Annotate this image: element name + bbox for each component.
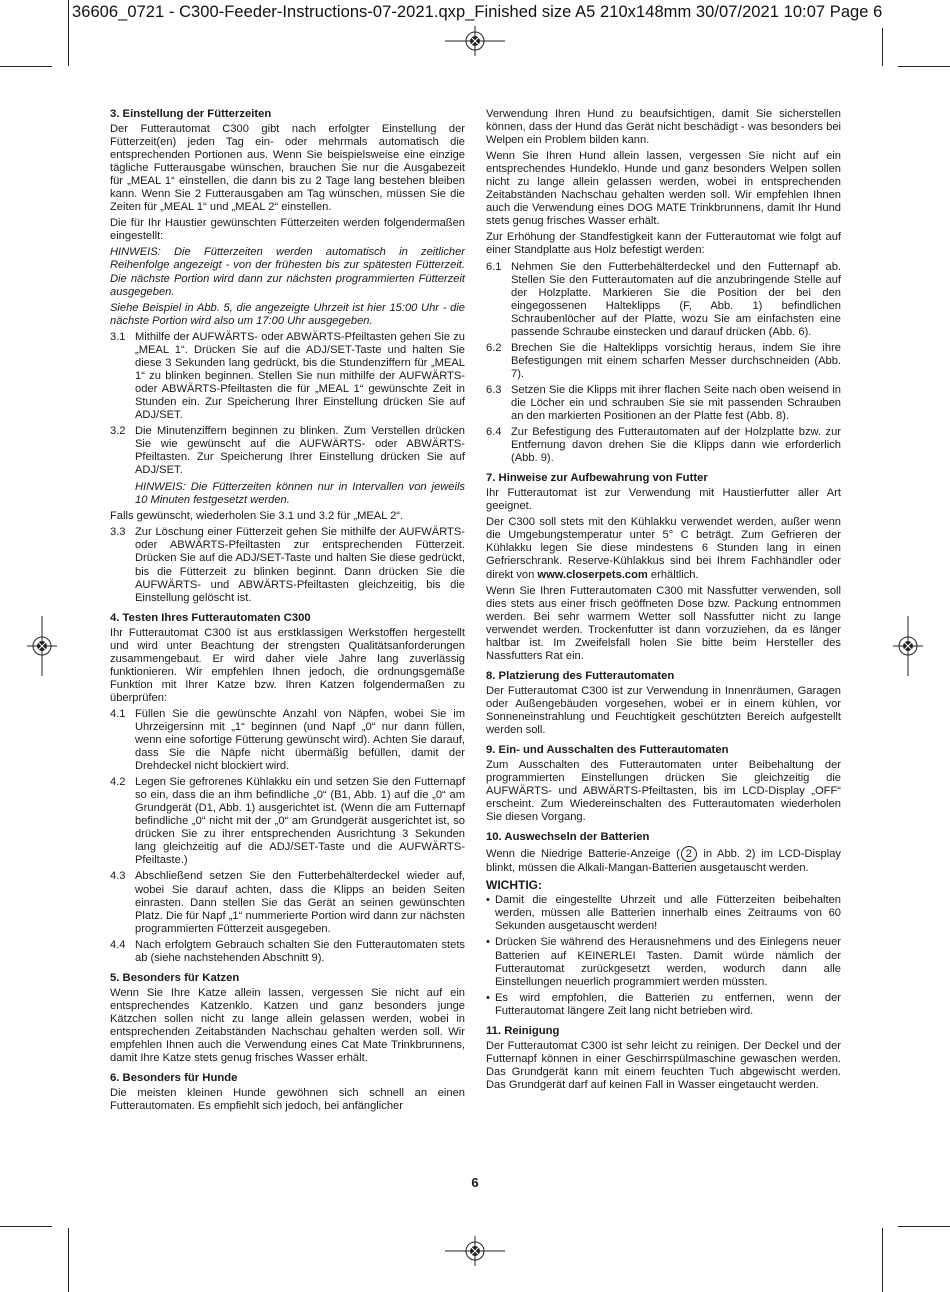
right-column bbox=[486, 108, 841, 1095]
section-10-heading: 10. Auswechseln der Batterien bbox=[486, 831, 650, 844]
section-7-text: Der C300 soll stets mit den Kühlakku verwendet werden, außer wenn die Umgebungstemperatur unter 5° C beträgt. Zum Gefrieren der Kühlakku legen Sie diese mindestens 6 Stunden lang in einen Gefrierschrank. Reserve-Kühlakkus sind bei Ihrem Fachhändler oder direkt von bbox=[486, 516, 841, 581]
left-column bbox=[110, 108, 465, 1116]
section-6-heading: 6. Besonders für Hunde bbox=[110, 1072, 238, 1085]
section-6-paragraph: Wenn Sie Ihren Hund allein lassen, vergessen Sie nicht auf ein entsprechendes Hundeklo. Hunde und ganz besonders Welpen sollen nicht zu lange allein gelassen werden, wobei in entsprechenden Zeitabständen Nachschau gehalten werden soll. Wir empfehlen Ihnen auch die Verwendung eines DOG MATE Trinkbrunnens, damit Ihr Hund stets genug frisches Wasser erhält. bbox=[486, 150, 841, 228]
step-3-3 bbox=[110, 526, 465, 604]
crop-mark-bottom-right-horizontal bbox=[898, 1226, 950, 1227]
step-note: HINWEIS: Die Fütterzeiten können nur in Intervallen von jeweils 10 Minuten festgesetzt werden. bbox=[135, 481, 465, 507]
step-number: 6.3 bbox=[486, 383, 502, 396]
important-label: WICHTIG: bbox=[486, 878, 542, 893]
step-number: 3.1 bbox=[110, 330, 126, 343]
registration-mark-left-icon bbox=[27, 616, 57, 676]
section-6-paragraph: Die meisten kleinen Hunde gewöhnen sich schnell an einen Futterautomaten. Es empfiehlt sich jedoch, bei anfänglicher bbox=[110, 1087, 465, 1113]
print-slug-line: 36606_0721 - C300-Feeder-Instructions-07-2021.qxp_Finished size A5 210x148mm 30/07/2021 10:07 Page 6 bbox=[72, 3, 883, 21]
section-9-heading: 9. Ein- und Ausschalten des Futterautomaten bbox=[486, 744, 729, 757]
step-text: Nach erfolgtem Gebrauch schalten Sie den Futterautomaten stets ab (siehe nachstehenden Abschnitt 9). bbox=[135, 938, 465, 964]
bullet-icon: • bbox=[486, 936, 490, 949]
step-number: 4.1 bbox=[110, 707, 126, 720]
registration-mark-top-icon bbox=[445, 26, 505, 56]
section-7-paragraph: Wenn Sie Ihren Futterautomaten C300 mit Nassfutter verwenden, soll dies stets aus einer frisch geöffneten Dose bzw. Packung entnommen werden. Bei sehr warmem Wetter soll Nassfutter nicht zu lange verwendet werden. Trockenfutter ist dann vorzuziehen, da es länger haltbar ist. Im Zweifelsfall holen Sie bitte beim Hersteller des Nassfutters Rat ein. bbox=[486, 584, 841, 662]
section-3-repeat-note: Falls gewünscht, wiederholen Sie 3.1 und 3.2 für „MEAL 2“. bbox=[110, 510, 404, 523]
step-4-4 bbox=[110, 939, 465, 965]
section-11-paragraph: Der Futterautomat C300 ist sehr leicht zu reinigen. Der Deckel und der Futternapf können in einer Geschirrspülmaschine gewaschen werden. Das Grundgerät kann mit einem feuchten Tuch abgewischt werden. Das Grundgerät darf auf keinen Fall in Wasser eingetaucht werden. bbox=[486, 1039, 841, 1091]
section-7-paragraph: Ihr Futterautomat ist zur Verwendung mit Haustierfutter aller Art geeignet. bbox=[486, 487, 841, 513]
crop-mark-top-right-horizontal bbox=[898, 66, 950, 67]
section-3-note: HINWEIS: Die Fütterzeiten werden automatisch in zeitlicher Reihenfolge angezeigt - von der frühesten bis zur spätesten Fütterzeit. Die nächste Portion wird dann zur nächsten programmierten Fütterzeit ausgegeben. bbox=[110, 246, 465, 298]
section-8-paragraph: Der Futterautomat C300 ist zur Verwendung in Innenräumen, Garagen oder Außengebäuden vorgesehen, wobei er in einem kühlen, vor Sonneneinstrahlung und Feuchtigkeit geschützten Bereich aufgestellt werden soll. bbox=[486, 684, 841, 736]
step-3-2 bbox=[110, 425, 465, 507]
bullet-text: Drücken Sie während des Herausnehmens und des Einlegens neuer Batterien auf KEINERLEI Tasten. Damit würde nämlich der Futterautomat zurückgesetzt werden, wodurch dann alle Einstellungen neuerlich programmiert werden müssten. bbox=[495, 936, 841, 988]
crop-mark-bottom-left-horizontal bbox=[0, 1226, 52, 1227]
crop-mark-top-right-vertical bbox=[882, 28, 883, 66]
section-10-text: in Abb. 2) im LCD-Display blinkt, müssen die Alkali-Mangan-Batterien ausgetauscht werden. bbox=[486, 848, 841, 875]
bullet-icon: • bbox=[486, 894, 490, 907]
step-6-2 bbox=[486, 342, 841, 381]
bullet-text: Damit die eingestellte Uhrzeit und alle Fütterzeiten beibehalten werden, müssen alle Batterien innerhalb eines Zeitraums von 60 Sekunden ausgetauscht werden! bbox=[495, 894, 841, 933]
step-6-1 bbox=[486, 261, 841, 339]
step-6-4 bbox=[486, 426, 841, 465]
section-6-paragraph-continued: Verwendung Ihren Hund zu beaufsichtigen, damit Sie sicherstellen können, dass der Hund das Gerät nicht beschädigt - was besonders bei Welpen ein Problem bilden kann. bbox=[486, 108, 841, 147]
step-4-1 bbox=[110, 708, 465, 773]
crop-mark-top-left-vertical bbox=[68, 0, 69, 66]
section-6-paragraph: Zur Erhöhung der Standfestigkeit kann der Futterautomat wie folgt auf einer Standplatte aus Holz befestigt werden: bbox=[486, 231, 841, 257]
section-10-text: Wenn die Niedrige Batterie-Anzeige ( bbox=[486, 848, 680, 861]
section-4-paragraph: Ihr Futterautomat C300 ist aus erstklassigen Werkstoffen hergestellt und wird unter Beachtung der strengsten Qualitätsanforderungen zusammengebaut. Er wird daher viele Jahre lang zuverlässig funktionieren. Wir empfehlen Ihnen jedoch, die ordnungsgemäße Funktion mit Ihrer Katze bzw. Ihren Katzen folgendermaßen zu überprüfen: bbox=[110, 626, 465, 704]
step-number: 4.2 bbox=[110, 776, 126, 789]
step-text: Legen Sie gefrorenes Kühlakku ein und setzen Sie den Futternapf so ein, dass die an ihm befindliche „0“ (B1, Abb. 1) auf die „0“ am Grundgerät (D1, Abb. 1) ausgerichtet ist. (Wenn die am Futternapf befindliche „0“ nicht mit der „0“ am Grundgerät ausgerichtet ist, so drücken Sie zu ihrer entsprechenden Ausrichtung 3 Sekunden lang gleichzeitig auf die ADJ/SET-Taste und die AUFWÄRTS-Pfeiltaste.) bbox=[135, 776, 465, 867]
step-number: 6.2 bbox=[486, 341, 502, 354]
section-3-paragraph: Der Futterautomat C300 gibt nach erfolgter Einstellung der Fütterzeit(en) jeden Tag ein- oder mehrmals automatisch die entsprechenden Portionen aus. Wenn Sie beispielsweise eine einzige tägliche Futterausgabe wünschen, brauchen Sie nur die Ausgabezeit für „MEAL 1“ einstellen, die dann bis zu 2 Tage lang bestehen bleiben kann. Wenn Sie 2 Futterausgaben am Tag wünschen, müssen Sie die Zeiten für „MEAL 1“ und „MEAL 2“ einstellen. bbox=[110, 123, 465, 214]
step-number: 4.4 bbox=[110, 938, 126, 951]
section-5-heading: 5. Besonders für Katzen bbox=[110, 971, 240, 984]
step-number: 3.2 bbox=[110, 425, 126, 438]
step-text: Zur Befestigung des Futterautomaten auf der Holzplatte bzw. zur Entfernung davon drehen Sie die Klipps dann wie erforderlich (Abb. 9). bbox=[511, 426, 841, 465]
important-bullet bbox=[486, 992, 841, 1018]
section-7-heading: 7. Hinweise zur Aufbewahrung von Futter bbox=[486, 472, 708, 485]
step-4-2 bbox=[110, 776, 465, 867]
section-10-paragraph bbox=[486, 846, 841, 875]
crop-mark-bottom-left-vertical bbox=[68, 1228, 69, 1292]
section-3-note: Siehe Beispiel in Abb. 5, die angezeigte Uhrzeit ist hier 15:00 Uhr - die nächste Portion wird also um 17:00 Uhr ausgegeben. bbox=[110, 301, 465, 327]
registration-mark-right-icon bbox=[893, 616, 923, 676]
section-5-paragraph: Wenn Sie Ihre Katze allein lassen, vergessen Sie nicht auf ein entsprechendes Katzenklo. Katzen und ganz besonders junge Kätzchen sollen nicht zu lange allein gelassen werden, wobei in entsprechenden Zeitabständen Nachschau gehalten werden soll. Wir empfehlen Ihnen auch die Verwendung eines Cat Mate Trinkbrunnens, damit Ihre Katze stets genug frisches Wasser erhält. bbox=[110, 986, 465, 1065]
step-3-1 bbox=[110, 331, 465, 422]
page-number: 6 bbox=[471, 1175, 479, 1190]
step-number: 3.3 bbox=[110, 526, 126, 539]
step-6-3 bbox=[486, 384, 841, 423]
step-text: Setzen Sie die Klipps mit ihrer flachen Seite nach oben weisend in die Löcher ein und schrauben Sie sie mit passenden Schrauben an den markierten Positionen an der Platte fest (Abb. 8). bbox=[511, 383, 841, 423]
section-3-paragraph: Die für Ihr Haustier gewünschten Fütterzeiten werden folgendermaßen eingestellt: bbox=[110, 217, 465, 243]
section-3-heading: 3. Einstellung der Fütterzeiten bbox=[110, 108, 272, 120]
important-bullet bbox=[486, 894, 841, 933]
step-number: 6.4 bbox=[486, 426, 502, 439]
step-text: Füllen Sie die gewünschte Anzahl von Näpfen, wobei Sie im Uhrzeigersinn mit „1“ beginnen (und Napf „0“ nur dann füllen, wenn eine sofortige Fütterung gewünscht wird). Achten Sie darauf, dass Sie die Näpfe nicht übermäßig befüllen, damit der Drehdeckel nicht blockiert wird. bbox=[135, 707, 465, 773]
step-number: 6.1 bbox=[486, 260, 502, 273]
registration-mark-bottom-icon bbox=[445, 1236, 505, 1266]
crop-mark-top-left-horizontal bbox=[0, 66, 52, 67]
step-text: Zur Löschung einer Fütterzeit gehen Sie mithilfe der AUFWÄRTS- oder ABWÄRTS-Pfeiltasten zur entsprechenden Fütterzeit. Drücken Sie auf die ADJ/SET-Taste und halten Sie diese gedrückt, bis die Fütterzeit zu blinken beginnt. Dann drücken Sie die AUFWÄRTS- und ABWÄRTS-Pfeiltasten gleichzeitig, bis die Einstellung gelöscht ist. bbox=[135, 526, 465, 604]
circled-number-2-icon: 2 bbox=[681, 846, 697, 862]
crop-mark-bottom-right-vertical bbox=[882, 1228, 883, 1292]
step-text: Die Minutenziffern beginnen zu blinken. Zum Verstellen drücken Sie wie gewünscht auf die AUFWÄRTS- oder ABWÄRTS-Pfeiltasten. Zur Speicherung Ihrer Einstellung drücken Sie auf ADJ/SET. bbox=[135, 425, 465, 477]
step-text: Mithilfe der AUFWÄRTS- oder ABWÄRTS-Pfeiltasten gehen Sie zu „MEAL 1“. Drücken Sie auf die ADJ/SET-Taste und halten Sie diese 3 Sekunden lang gedrückt, bis die Stundenziffern für „MEAL 1“ zu blinken beginnen. Stellen Sie nun mithilfe der AUFWÄRTS- oder ABWÄRTS-Pfeiltasten die für „MEAL 1“ gewünschte Zeit in Stunden ein. Zur Speicherung Ihrer Einstellung drücken Sie auf ADJ/SET. bbox=[135, 330, 465, 421]
bullet-icon: • bbox=[486, 991, 490, 1004]
step-number: 4.3 bbox=[110, 870, 126, 883]
step-text: Nehmen Sie den Futterbehälterdeckel und den Futternapf ab. Stellen Sie den Futterautomaten auf die anzubringende Stelle auf der Holzplatte. Markieren Sie die Position der bei den eingegossenen Halteklipps (F, Abb. 1) befindlichen Schraubenlöcher auf der Platte, wozu Sie am einfachsten eine passende Schraube einstecken und darauf drücken (Abb. 6). bbox=[511, 260, 841, 338]
section-7-text: erhältlich. bbox=[647, 568, 699, 581]
section-7-paragraph bbox=[486, 516, 841, 581]
section-4-heading: 4. Testen Ihres Futterautomaten C300 bbox=[110, 611, 311, 624]
section-8-heading: 8. Platzierung des Futterautomaten bbox=[486, 669, 675, 682]
important-bullet bbox=[486, 936, 841, 988]
bullet-text: Es wird empfohlen, die Batterien zu entfernen, wenn der Futterautomat längere Zeit lang nicht betrieben wird. bbox=[495, 991, 841, 1017]
step-text: Brechen Sie die Halteklipps vorsichtig heraus, indem Sie ihre Befestigungen mit einem scharfen Messer durchschneiden (Abb. 7). bbox=[511, 341, 841, 380]
section-11-heading: 11. Reinigung bbox=[486, 1024, 560, 1037]
step-4-3 bbox=[110, 870, 465, 935]
website-link[interactable]: www.closerpets.com bbox=[537, 568, 648, 581]
step-text: Abschließend setzen Sie den Futterbehälterdeckel wieder auf, wobei Sie darauf achten, dass die Klipps an beiden Seiten einrasten. Dann stellen Sie das Gerät an seinen gewünschten Platz. Die für Napf „1“ nummerierte Portion wird dann zur nächsten programmierten Fütterzeit ausgegeben. bbox=[135, 870, 465, 935]
section-9-paragraph: Zum Ausschalten des Futterautomaten unter Beibehaltung der programmierten Einstellungen drücken Sie gleichzeitig die AUFWÄRTS- und ABWÄRTS-Pfeiltasten, bis im LCD-Display „OFF“ erscheint. Zum Wiedereinschalten des Futterautomaten wiederholen Sie diesen Vorgang. bbox=[486, 759, 841, 824]
